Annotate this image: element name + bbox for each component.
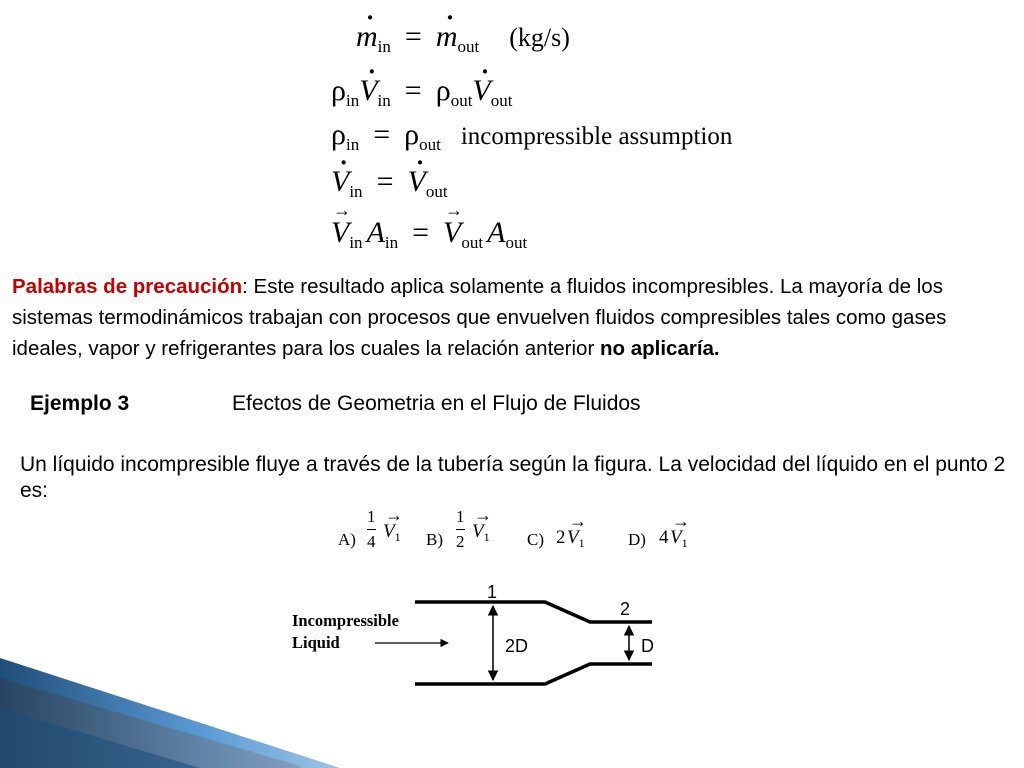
- dimension-d-label: D: [641, 636, 654, 656]
- option-b-label[interactable]: B): [426, 530, 443, 549]
- caution-paragraph: [12, 271, 1002, 364]
- pipe-top-wall: [415, 602, 652, 622]
- option-a-fraction: [367, 507, 376, 552]
- area-out-symbol: A: [487, 216, 506, 249]
- vdot-out-symbol: · V: [407, 165, 425, 199]
- equation-velocity-area: [331, 216, 527, 250]
- velocity-in-symbol: → V: [331, 216, 349, 250]
- unit-kg-per-s: (kg/s): [509, 23, 570, 52]
- equals-sign: =: [404, 74, 422, 107]
- velocity-symbol: V: [670, 527, 682, 548]
- option-a-numerator: 1: [367, 507, 376, 526]
- caution-sentence-1: : Este resultado aplica solamente a fluidos incompresibles.: [242, 275, 775, 298]
- option-a-denominator: 4: [367, 532, 376, 551]
- vdot-in-symbol: · V: [331, 165, 349, 199]
- option-d-coefficient: 4: [659, 527, 669, 548]
- option-b-numerator: 1: [456, 507, 465, 526]
- subscript-in: in: [377, 91, 391, 110]
- caution-label: Palabras de precaución: [12, 275, 243, 298]
- diagram-label-line-2: Liquid: [292, 633, 340, 652]
- subscript-out: out: [457, 37, 480, 56]
- equals-sign: =: [404, 20, 422, 53]
- answer-options: [0, 504, 1024, 564]
- rho-in-symbol: ρ: [331, 74, 346, 107]
- point-1-label: 1: [487, 582, 498, 602]
- example-title: Efectos de Geometria en el Flujo de Fluidos: [232, 392, 641, 415]
- option-c-label[interactable]: C): [527, 530, 544, 549]
- subscript-in: in: [345, 135, 360, 154]
- vdot-out-symbol: · V: [472, 74, 490, 108]
- subscript-out: out: [490, 91, 513, 110]
- option-a-label[interactable]: A): [338, 530, 356, 549]
- diagram-label-line-1: Incompressible: [292, 611, 399, 630]
- equation-density-volume-flow: [331, 74, 512, 108]
- rho-in-symbol: ρ: [331, 118, 346, 151]
- equation-mass-flow: [356, 20, 570, 54]
- mdot-in-symbol: · m: [356, 20, 378, 54]
- velocity-subscript: 1: [578, 536, 585, 550]
- dimension-2d-label: 2D: [505, 636, 529, 656]
- subscript-in: in: [384, 233, 399, 252]
- incompressible-note: incompressible assumption: [460, 123, 733, 150]
- velocity-symbol: V: [383, 521, 395, 542]
- equals-sign: =: [373, 118, 391, 151]
- caution-emphasis: no aplicaría.: [599, 337, 720, 360]
- pipe-bottom-wall: [415, 664, 652, 684]
- point-2-label: 2: [620, 599, 631, 619]
- option-c-coefficient: 2: [556, 527, 566, 548]
- rho-out-symbol: ρ: [435, 74, 451, 107]
- subscript-in: in: [349, 233, 363, 252]
- subscript-in: in: [349, 182, 363, 201]
- velocity-symbol: V: [472, 521, 484, 542]
- fraction-bar: [367, 529, 376, 530]
- option-b-denominator: 2: [456, 532, 465, 551]
- velocity-subscript: 1: [681, 536, 688, 550]
- option-c-velocity: [567, 527, 585, 549]
- subscript-out: out: [450, 91, 473, 110]
- subscript-out: out: [461, 233, 484, 252]
- decorative-corner-swoosh: [0, 638, 340, 768]
- mdot-out-symbol: · m: [436, 20, 458, 54]
- velocity-symbol: V: [567, 527, 579, 548]
- question-text: Un líquido incompresible fluye a través de la tubería según la figura. La velocidad del líquido en el punto 2 es:: [20, 453, 1006, 502]
- equals-sign: =: [376, 165, 394, 198]
- option-d-label[interactable]: D): [628, 530, 646, 549]
- subscript-out: out: [419, 135, 441, 154]
- rho-out-symbol: ρ: [404, 118, 420, 151]
- option-d-velocity: [670, 527, 688, 549]
- option-b-velocity: [472, 521, 490, 543]
- fraction-bar: [456, 529, 465, 530]
- equation-incompressible: [331, 118, 732, 152]
- area-in-symbol: A: [366, 216, 385, 249]
- velocity-subscript: 1: [483, 530, 490, 544]
- vdot-in-symbol: · V: [359, 74, 377, 108]
- example-label: Ejemplo 3: [30, 392, 130, 415]
- velocity-subscript: 1: [394, 530, 401, 544]
- option-b-fraction: [456, 507, 465, 552]
- caution-sentence-2: La mayoría de los sistemas termodinámicos trabajan con procesos que envuelven fluidos compresibles tales como gases ideales, vapor y refrigerantes para los cuales la relación anterior: [12, 275, 947, 360]
- subscript-out: out: [505, 233, 528, 252]
- velocity-out-symbol: → V: [443, 216, 461, 250]
- subscript-out: out: [425, 182, 448, 201]
- equals-sign: =: [412, 216, 430, 249]
- subscript-in: in: [345, 91, 360, 110]
- equation-volume-flow: [331, 165, 448, 199]
- subscript-in: in: [377, 37, 391, 56]
- option-a-velocity: [383, 521, 401, 543]
